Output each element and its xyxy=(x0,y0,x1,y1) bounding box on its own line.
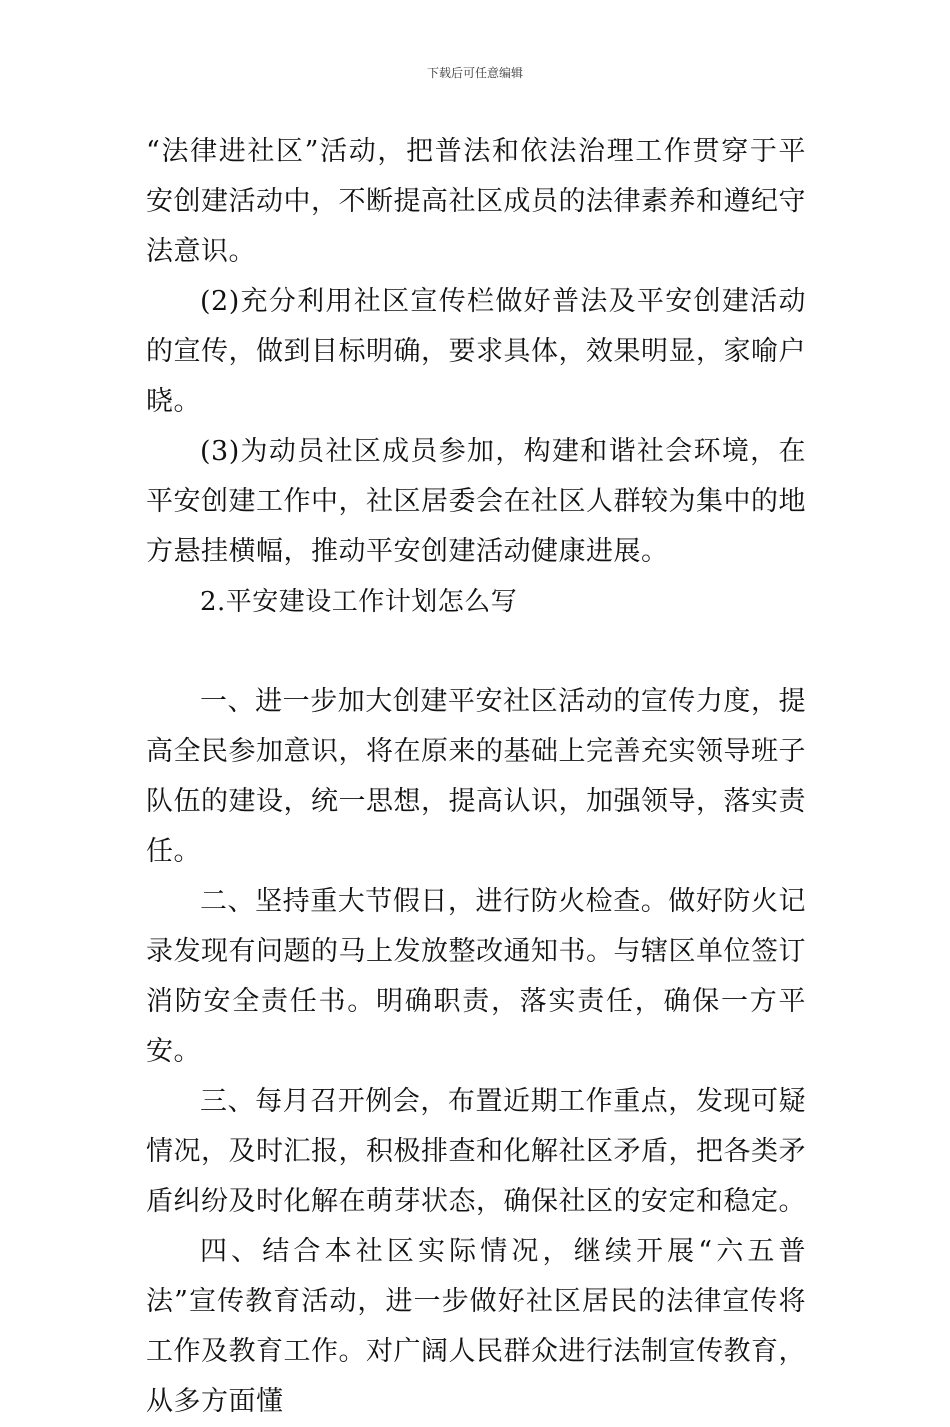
paragraph-point-4: 四、结合本社区实际情况，继续开展“六五普法”宣传教育活动，进一步做好社区居民的法律宣传将工作及教育工作。对广阔人民群众进行法制宣传教育，从多方面懂 xyxy=(146,1236,806,1417)
paragraph-point-1: 一、进一步加大创建平安社区活动的宣传力度，提高全民参加意识，将在原来的基础上完善充实领导班子队伍的建设，统一思想，提高认识，加强领导，落实责任。 xyxy=(146,686,806,867)
paragraph-item-2: (2)充分利用社区宣传栏做好普法及平安创建活动的宣传，做到目标明确，要求具体，效果明显，家喻户晓。 xyxy=(146,286,806,417)
paragraph-item-3: (3)为动员社区成员参加，构建和谐社会环境，在平安创建工作中，社区居委会在社区人群较为集中的地方悬挂横幅，推动平安创建活动健康进展。 xyxy=(146,436,806,567)
paragraph-point-2: 二、坚持重大节假日，进行防火检查。做好防火记录发现有问题的马上发放整改通知书。与辖区单位签订消防安全责任书。明确职责，落实责任，确保一方平安。 xyxy=(146,886,806,1067)
section-spacer xyxy=(146,627,806,677)
document-body xyxy=(146,127,806,1427)
paragraph-continuation: “法律进社区”活动，把普法和依法治理工作贯穿于平安创建活动中，不断提高社区成员的法律素养和遵纪守法意识。 xyxy=(146,136,806,267)
page-header-note: 下载后可任意编辑 xyxy=(426,66,523,80)
section-heading: 2.平安建设工作计划怎么写 xyxy=(200,587,518,617)
paragraph-point-3: 三、每月召开例会，布置近期工作重点，发现可疑情况，及时汇报，积极排查和化解社区矛盾，把各类矛盾纠纷及时化解在萌芽状态，确保社区的安定和稳定。 xyxy=(146,1086,806,1217)
